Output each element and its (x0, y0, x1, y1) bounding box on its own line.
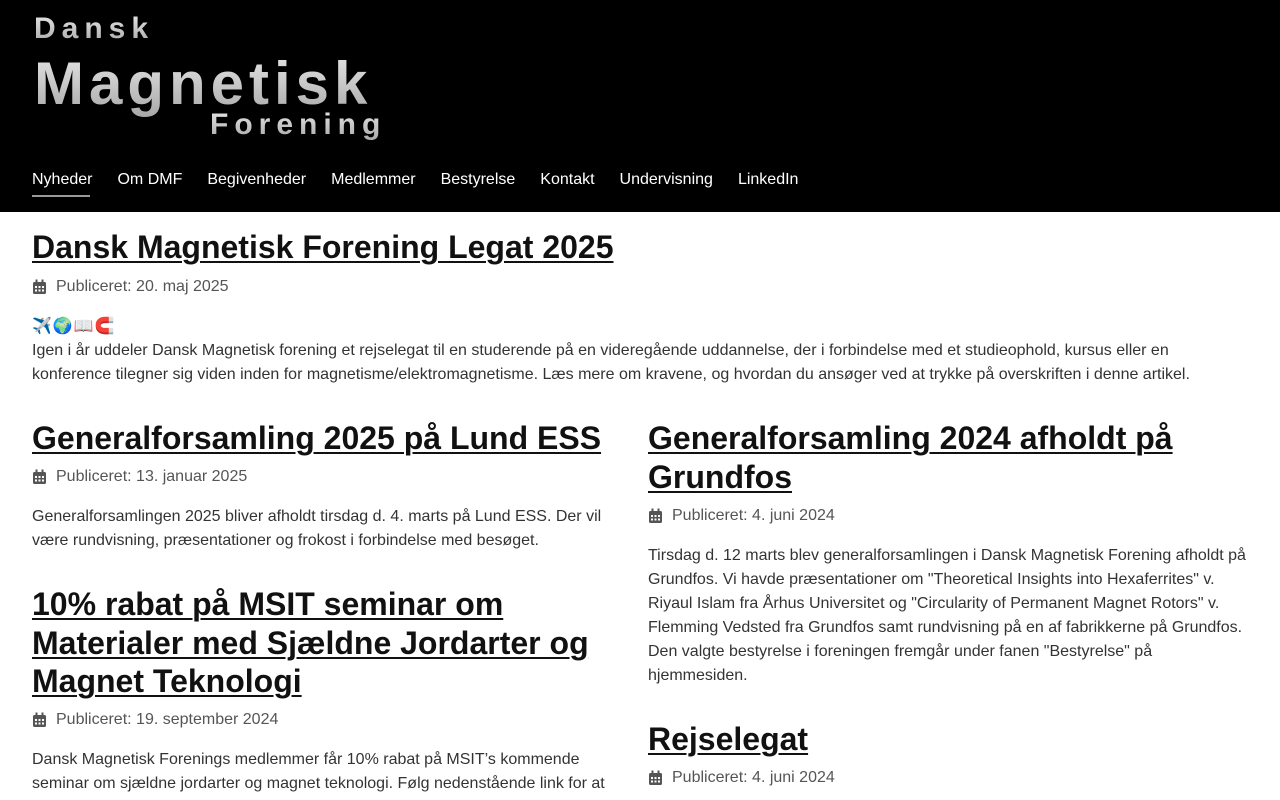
post-excerpt: Generalforsamlingen 2025 bliver afholdt tirsdag d. 4. marts på Lund ESS. Der vil være rundvisning, præsentationer og frokost i forbindelse med besøget. (32, 507, 602, 549)
nav-item-bestyrelse[interactable]: Bestyrelse (440, 171, 516, 188)
post-title[interactable]: Rejselegat (648, 721, 809, 757)
post-meta (648, 768, 1248, 788)
nav-item-undervisning[interactable]: Undervisning (619, 171, 713, 188)
nav-item-begivenheder[interactable]: Begivenheder (207, 171, 307, 188)
site-logo[interactable] (34, 12, 434, 142)
post-excerpt: Igen i år uddeler Dansk Magnetisk forening et rejselegat til en studerende på en videregående uddannelse, der i forbindelse med et studieophold, kursus eller en konference tilegner sig viden inden for magnetisme/elektromagnetisme. Læs mere om kravene, og hvordan du ansøger ved at trykke på overskriften i denne artikel. (32, 341, 1190, 383)
post-card (648, 419, 1248, 688)
nav-item-medlemmer[interactable]: Medlemmer (331, 171, 416, 188)
post-emoji: ✈️🌍📖🧲 (32, 317, 116, 335)
nav-item-kontakt[interactable]: Kontakt (540, 171, 595, 188)
logo-line-1: Dansk (34, 12, 155, 45)
nav-item-linkedin[interactable]: LinkedIn (737, 171, 799, 188)
post-meta (32, 277, 1232, 297)
post-excerpt: Dansk Magnetisk Forenings medlemmer får 10% rabat på MSIT’s kommende seminar om sjældne jordarter og magnet teknologi. Følg nedenstående link for at (32, 750, 605, 792)
post-card (32, 585, 622, 796)
post-date: Publiceret: 4. juni 2024 (672, 768, 835, 786)
calendar-icon (648, 508, 663, 524)
post-card (32, 419, 622, 553)
nav-item-nyheder[interactable]: Nyheder (32, 171, 93, 188)
post-card (32, 228, 1232, 387)
site-header (0, 0, 1280, 212)
post-title[interactable]: Generalforsamling 2025 på Lund ESS (32, 420, 602, 456)
main-nav (32, 170, 823, 189)
post-meta (32, 710, 622, 730)
calendar-icon (32, 279, 47, 295)
post-date: Publiceret: 13. januar 2025 (56, 467, 248, 485)
post-date: Publiceret: 19. september 2024 (56, 710, 279, 728)
post-title[interactable]: Dansk Magnetisk Forening Legat 2025 (32, 229, 614, 265)
nav-item-om-dmf[interactable]: Om DMF (117, 171, 183, 188)
post-meta (32, 467, 622, 487)
post-date: Publiceret: 4. juni 2024 (672, 507, 835, 524)
calendar-icon (32, 469, 47, 485)
post-date: Publiceret: 20. maj 2025 (56, 277, 229, 295)
calendar-icon (648, 770, 663, 786)
logo-line-2: Magnetisk (34, 50, 373, 117)
post-title[interactable]: 10% rabat på MSIT seminar om Materialer med Sjældne Jordarter og Magnet Teknologi (32, 586, 589, 699)
post-excerpt: Tirsdag d. 12 marts blev generalforsamlingen i Dansk Magnetisk Forening afholdt på Grundfos. Vi havde præsentationer om "Theoretical Insights into Hexaferrites" v. Riyaul Islam fra Århus Universitet og "Circularity of Permanent Magnet Rotors" v. Flemming Vedsted fra Grundfos samt rundvisning på en af fabrikkerne på Grundfos. Den valgte bestyrelse i foreningen fremgår under fanen "Bestyrelse" på hjemmesiden. (648, 547, 1246, 684)
calendar-icon (32, 712, 47, 728)
logo-line-3: Forening (210, 108, 387, 141)
post-card (648, 720, 1248, 788)
post-meta (648, 506, 1248, 526)
post-title[interactable]: Generalforsamling 2024 afholdt på Grundfos (648, 420, 1173, 495)
